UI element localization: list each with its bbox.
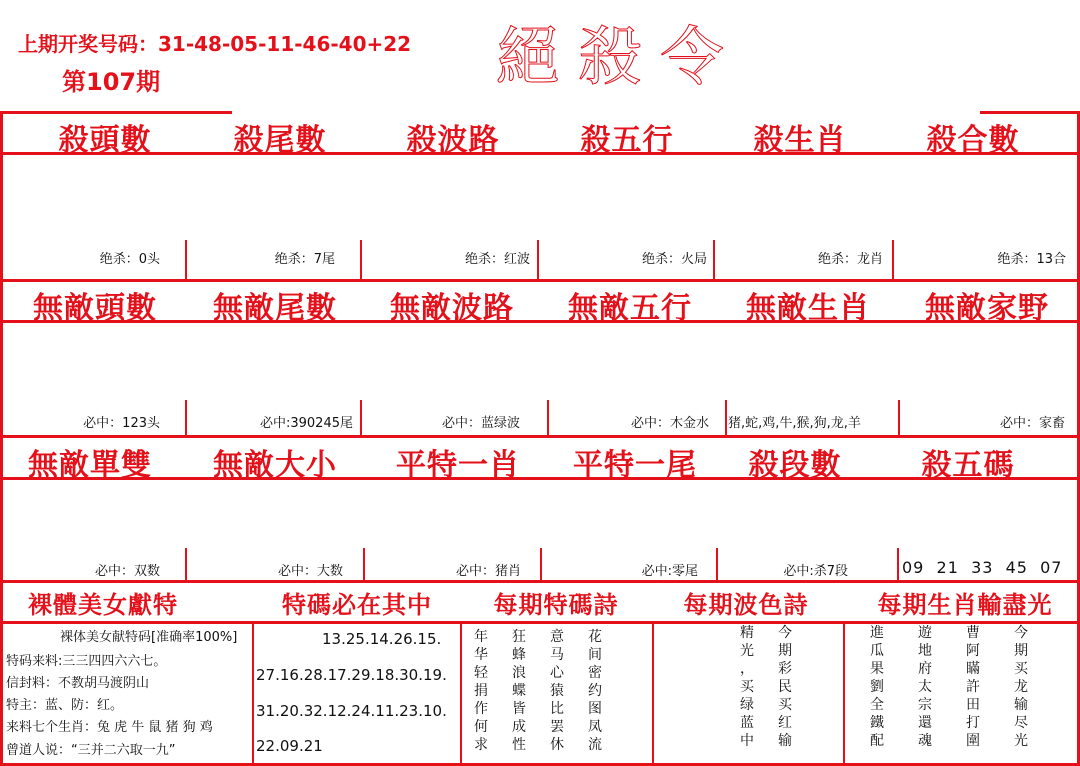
- logo-title: 絕殺令: [496, 21, 742, 95]
- poem-row: 蓝 红: [740, 715, 792, 731]
- header-odd-even: 無敵單雙: [28, 448, 152, 483]
- poem-row: 绿 买: [740, 697, 792, 713]
- value-big-small: 必中：大数: [277, 564, 343, 579]
- header-element-must: 無敵五行: [568, 291, 692, 326]
- poem-row: 求 性 休 流: [474, 737, 602, 753]
- poem-row: 作 皆 比 图: [474, 701, 602, 717]
- value-odd-even: 必中：双数: [94, 564, 160, 579]
- poem-row: 配 魂 圍 光: [870, 733, 1028, 749]
- numbers-line-3: 22.09.21: [256, 737, 323, 755]
- header-tail-must: 無敵尾數: [213, 291, 337, 326]
- numbers-line-1: 27.16.28.17.29.18.30.19.: [256, 666, 447, 684]
- value-domestic-must: 必中：家畜: [999, 416, 1065, 431]
- value-zodiac-must: 猪,蛇,鸡,牛,猴,狗,龙,羊: [728, 416, 861, 431]
- value-kill-tail: 绝杀：7尾: [274, 252, 335, 267]
- poem-row: 轻 浪 心 密: [474, 665, 602, 681]
- poem-row: 捐 蝶 猿 约: [474, 683, 602, 699]
- poem-row: 何 成 罢 凤: [474, 719, 602, 735]
- poem-row: ， 彩: [740, 661, 792, 677]
- value-element-must: 必中：木金水: [630, 416, 709, 431]
- info-line-4: 来料七个生肖：兔 虎 牛 鼠 猪 狗 鸡: [6, 720, 213, 735]
- header-zodiac-must: 無敵生肖: [746, 291, 870, 326]
- poem-row: 华 蜂 马 间: [474, 647, 602, 663]
- header-special-poem: 每期特碼詩: [493, 591, 619, 619]
- info-line-2: 信封料：不教胡马渡阴山: [6, 676, 150, 691]
- poem-row: 劉 太 許 龙: [870, 679, 1028, 695]
- header-flat-tail: 平特一尾: [573, 448, 697, 483]
- issue-number: 第107期: [62, 68, 161, 96]
- poem-row: 全 宗 田 输: [870, 697, 1028, 713]
- poem-row: 瓜 地 阿 期: [870, 643, 1028, 659]
- info-line-5: 曾道人说：“三并二六取一九”: [6, 743, 176, 758]
- value-flat-tail: 必中:零尾: [641, 564, 698, 579]
- poem-row: 买 民: [740, 679, 792, 695]
- value-kill-wave: 绝杀：红波: [464, 252, 530, 267]
- header-domestic-must: 無敵家野: [925, 291, 1049, 326]
- info-line-3: 特主：蓝、防：红。: [6, 698, 124, 713]
- value-kill-element: 绝杀：火局: [641, 252, 707, 267]
- poem-row: 果 府 瞞 买: [870, 661, 1028, 677]
- header-color-poem: 每期波色詩: [683, 591, 809, 619]
- info-line-1: 特码来料:三三四四六六七。: [6, 654, 167, 669]
- header-kill-sum: 殺合數: [926, 123, 1020, 158]
- value-kill-head: 绝杀：0头: [99, 252, 160, 267]
- header-kill-tail: 殺尾數: [233, 123, 327, 158]
- poem-row: 光 期: [740, 643, 792, 659]
- value-tail-must: 必中:390245尾: [259, 416, 353, 431]
- value-kill-sum: 绝杀：13合: [997, 252, 1066, 267]
- info-line-0: 裸体美女献特码[准确率100%]: [60, 630, 238, 645]
- poem-color: [740, 624, 816, 750]
- numbers-line-2: 31.20.32.12.24.11.23.10.: [256, 702, 447, 720]
- poem-row: 鐵 還 打 尽: [870, 715, 1028, 731]
- header-head-must: 無敵頭數: [33, 291, 157, 326]
- poem-row: 進 遊 曹 今: [870, 625, 1028, 641]
- header-big-small: 無敵大小: [213, 448, 337, 483]
- header-nude-special: 裸體美女獻特: [28, 591, 178, 619]
- header-kill-five: 殺五碼: [921, 448, 1015, 483]
- value-head-must: 必中：123头: [83, 416, 160, 431]
- value-flat-zodiac: 必中：猪肖: [455, 564, 521, 579]
- poem-row: 中 输: [740, 733, 792, 749]
- header-kill-zodiac: 殺生肖: [753, 123, 847, 158]
- poem-row: 精 今: [740, 625, 792, 641]
- header-zodiac-poem: 每期生肖輸盡光: [877, 591, 1053, 619]
- value-kill-zodiac: 绝杀：龙肖: [817, 252, 883, 267]
- poem-row: 年 狂 意 花: [474, 629, 602, 645]
- poem-special: [474, 628, 626, 754]
- last-result: 上期开奖号码：31-48-05-11-46-40+22: [18, 32, 412, 56]
- value-kill-five: 09 21 33 45 07: [902, 558, 1063, 577]
- header-kill-wave: 殺波路: [406, 123, 500, 158]
- header-special-inside: 特碼必在其中: [282, 591, 432, 619]
- poem-zodiac: [870, 624, 1062, 750]
- value-kill-segment: 必中:杀7段: [783, 564, 848, 579]
- header-kill-head: 殺頭數: [58, 123, 152, 158]
- header-kill-segment: 殺段數: [748, 448, 842, 483]
- value-wave-must: 必中：蓝绿波: [441, 416, 520, 431]
- header-flat-zodiac: 平特一肖: [396, 448, 520, 483]
- header-wave-must: 無敵波路: [390, 291, 514, 326]
- numbers-line-0: 13.25.14.26.15.: [322, 630, 442, 648]
- header-kill-element: 殺五行: [580, 123, 674, 158]
